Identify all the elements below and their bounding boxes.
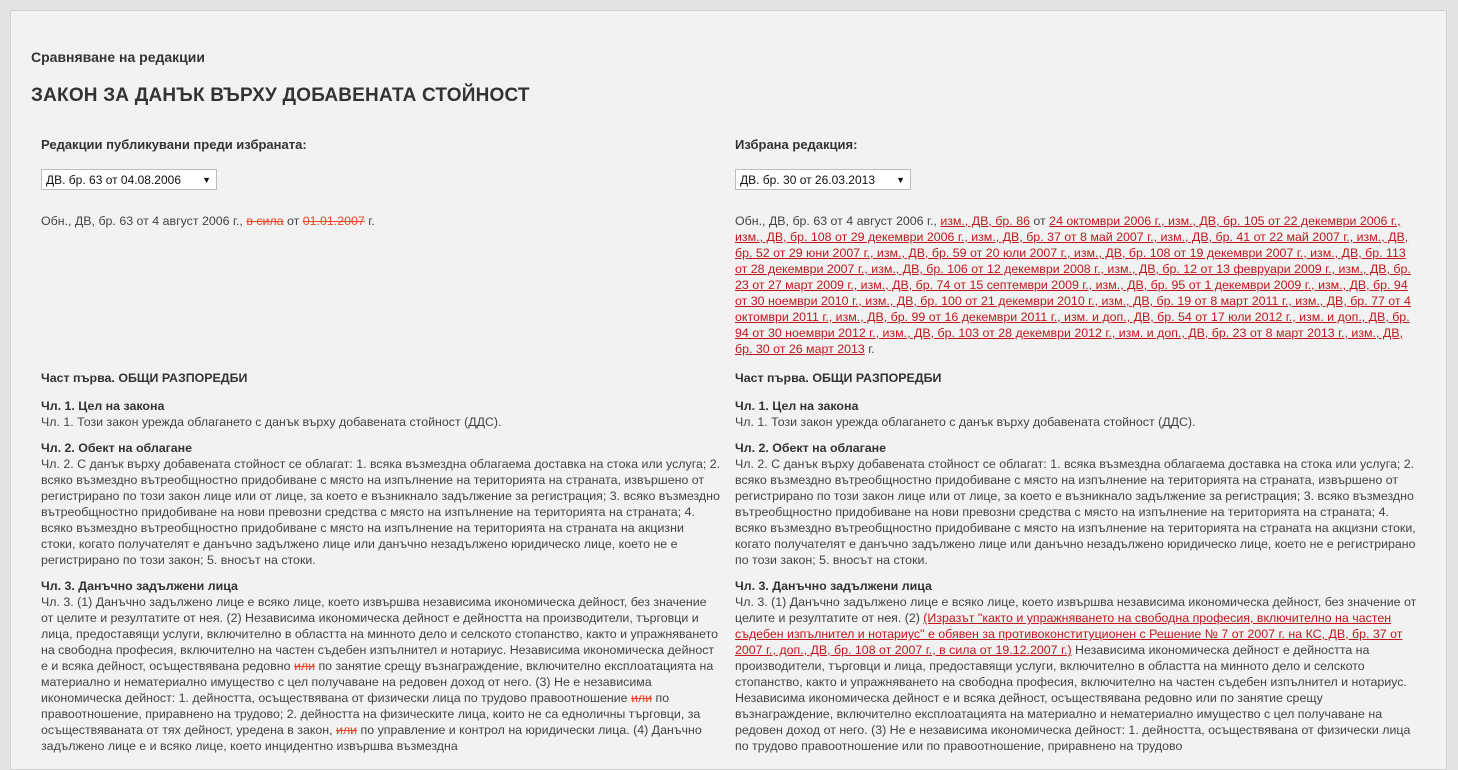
article-title: Чл. 2. Обект на облагане <box>41 441 193 455</box>
article-title: Чл. 3. Данъчно задължени лица <box>41 579 238 593</box>
inserted-text: 24 октомври 2006 г., изм., ДВ, бр. 105 от 22 декември 2006 г., изм., ДВ, бр. 108 от 29 декември 2006 г., изм., ДВ, бр. 37 от 8 май 2007 г., изм., ДВ, бр. 41 от 22 май 2007 г., изм., ДВ, бр. 52 от 29 юни 2007 г., изм., ДВ, бр. 59 от 20 юли 2007 г., изм., ДВ, бр. 108 от 19 декември 2007 г., изм., ДВ, бр. 113 от 28 декември 2007 г., изм., ДВ, бр. 106 от 12 декември 2008 г., изм., ДВ, бр. 12 от 13 февруари 2009 г., изм., ДВ, бр. 23 от 27 март 2009 г., изм., ДВ, бр. 74 от 15 септември 2009 г., изм., ДВ, бр. 95 от 1 декември 2009 г., изм., ДВ, бр. 94 от 30 ноември 2010 г., изм., ДВ, бр. 100 от 21 декември 2010 г., изм., ДВ, бр. 19 от 8 март 2011 г., изм., ДВ, бр. 77 от 4 октомври 2011 г., изм., ДВ, бр. 99 от 16 декември 2011 г., изм. и доп., ДВ, бр. 54 от 17 юли 2012 г., изм. и доп., ДВ, бр. 94 от 30 ноември 2012 г., изм., ДВ, бр. 103 от 28 декември 2012 г., изм. и доп., ДВ, бр. 23 от 8 март 2013 г., изм., ДВ, бр. 30 от 26 март 2013 <box>735 214 1411 356</box>
article-text-part: Чл. 3. (1) Данъчно задължено лице е всяко лице, което извършва независима икономическа дейност, без значение от целите и резултатите от нея. (2) <box>735 595 1417 625</box>
deleted-text: или <box>631 691 653 705</box>
right-publication-info <box>735 213 1417 370</box>
article-2 <box>735 440 1417 568</box>
article-text-part: по занятие срещу възнаграждение, включително експлоатацията на материално и нематериално имущество с цел получаване на редовен доход от него. (3) Не е независима икономическа дейност: 1. дейността, осъществявана от физически лица по трудово правоотношение <box>41 659 714 705</box>
deleted-text: или <box>293 659 316 673</box>
page-title: ЗАКОН ЗА ДАНЪК ВЪРХУ ДОБАВЕНАТА СТОЙНОСТ <box>31 85 530 106</box>
pub-text: от <box>1029 214 1050 228</box>
article-text: Чл. 1. Този закон урежда облагането с данък върху добавената стойност (ДДС). <box>41 415 502 429</box>
right-version-select-value: ДВ. бр. 30 от 26.03.2013 <box>740 173 875 187</box>
inserted-text: (Изразът "както и упражняването на свободна професия, включително на частен съдебен изпълнител и нотариус" е обявен за противоконституционен с Решение № 7 от 2007 г. на КС, ДВ, бр. 37 от 2007 г., доп., ДВ, бр. 108 от 2007 г., в сила от 19.12.2007 г.) <box>735 611 1403 657</box>
part-heading: Част първа. ОБЩИ РАЗПОРЕДБИ <box>735 371 942 385</box>
chevron-down-icon: ▼ <box>896 175 905 185</box>
deleted-text: или <box>336 723 358 737</box>
part-heading: Част първа. ОБЩИ РАЗПОРЕДБИ <box>41 371 248 385</box>
right-column <box>735 137 1417 764</box>
right-version-select[interactable] <box>735 169 911 190</box>
pub-text: Обн., ДВ, бр. 63 от 4 август 2006 г., <box>41 214 247 228</box>
pub-text: от <box>283 214 303 228</box>
article-title: Чл. 3. Данъчно задължени лица <box>735 579 932 593</box>
deleted-text: 01.01.2007 <box>302 214 365 228</box>
article-3 <box>41 578 721 754</box>
article-text: Чл. 2. С данък върху добавената стойност се облагат: 1. всяка възмездна облагаема доставка на стока или услуга; 2. всяко възмездно вътреобщностно придобиване с място на изпълнение на територията на страната, извършено от регистрирано по този закон лице или от лице, за което е възникнало задължение за регистрация; 3. всяко възмездно вътреобщностно придобиване на нови превозни средства с място на изпълнение на територията на страната; 4. всяко възмездно вътреобщностно придобиване с място на изпълнение на територията на страната на акцизни стоки, когато получателят е данъчно задължено лице или данъчно незадължено юридическо лице, което не е регистрирано по този закон; 5. вносът на стоки. <box>735 457 1416 567</box>
left-column <box>41 137 721 764</box>
pub-text: г. <box>364 214 375 228</box>
article-text <box>735 594 1417 754</box>
deleted-text: в сила <box>246 214 284 228</box>
article-3 <box>735 578 1417 754</box>
pub-text: Обн., ДВ, бр. 63 от 4 август 2006 г., <box>735 214 941 228</box>
article-text-part: по правоотношение, приравнено на трудово; 2. дейността на физическите лица, които не са едноличны търговци, за осъществяваната от тях дейност, уредена в закон, <box>41 691 701 737</box>
left-publication-info <box>41 213 721 370</box>
article-text: Чл. 1. Този закон урежда облагането с данък върху добавената стойност (ДДС). <box>735 415 1196 429</box>
inserted-text: изм., ДВ, бр. 86 <box>940 214 1030 228</box>
article-text-part: Чл. 3. (1) Данъчно задължено лице е всяко лице, което извършва независима икономическа дейност, без значение от целите и резултатите от нея. (2) Независима икономическа дейност е дейността на производители, търговци и лица, предоставящи услуги, включително в областта на минното дело и селското стопанство, както и упражняването на свободна професия, включително на частен съдебен изпълнител и нотариус. Независима икономическа дейност е и всяка дейност, осъществявана редовно <box>41 595 719 673</box>
article-text-part: Независима икономическа дейност е дейността на производители, търговци и лица, предоставящи услуги, включително в областта на минното дело и селското стопанство, както и упражняването на свободна професия, включително на частен съдебен изпълнител и нотариус. Независима икономическа дейност е и всяка дейност, осъществявана редовно или по занятие срещу възнаграждение, включително експлоатацията на материално и нематериално имущество с цел получаване на редовен доход от него. (3) Не е независима икономическа дейност: 1. дейността, осъществявана от физически лица по трудово правоотношение или по правоотношение, приравнено на трудово <box>735 643 1411 753</box>
article-1 <box>735 398 1417 430</box>
pub-text: г. <box>864 342 875 356</box>
article-title: Чл. 1. Цел на закона <box>41 399 165 413</box>
article-title: Чл. 1. Цел на закона <box>735 399 859 413</box>
comparison-panel <box>10 10 1447 770</box>
page-subtitle: Сравняване на редакции <box>31 49 205 65</box>
article-2 <box>41 440 721 568</box>
article-1 <box>41 398 721 430</box>
chevron-down-icon: ▼ <box>202 175 211 185</box>
article-text <box>41 594 721 754</box>
article-text-part: по управление и контрол на юридически лица. (4) Данъчно задължено лице е и всяко лице, което инцидентно извършва възмездна <box>41 723 702 753</box>
left-column-label: Редакции публикувани преди избраната: <box>41 137 307 152</box>
article-title: Чл. 2. Обект на облагане <box>735 441 887 455</box>
right-column-label: Избрана редакция: <box>735 137 858 152</box>
left-version-select-value: ДВ. бр. 63 от 04.08.2006 <box>46 173 181 187</box>
article-text: Чл. 2. С данък върху добавената стойност се облагат: 1. всяка възмездна облагаема доставка на стока или услуга; 2. всяко възмездно вътреобщностно придобиване с място на изпълнение на територията на страната, извършено от регистрирано по този закон лице или от лице, за което е възникнало задължение за регистрация; 3. всяко възмездно вътреобщностно придобиване на нови превозни средства с място на изпълнение на територията на страната; 4. всяко възмездно вътреобщностно придобиване с място на изпълнение на територията на страната на акцизни стоки, когато получателят е данъчно задължено лице или данъчно незадължено юридическо лице, което не е регистрирано по този закон; 5. вносът на стоки. <box>41 457 721 567</box>
left-version-select[interactable] <box>41 169 217 190</box>
